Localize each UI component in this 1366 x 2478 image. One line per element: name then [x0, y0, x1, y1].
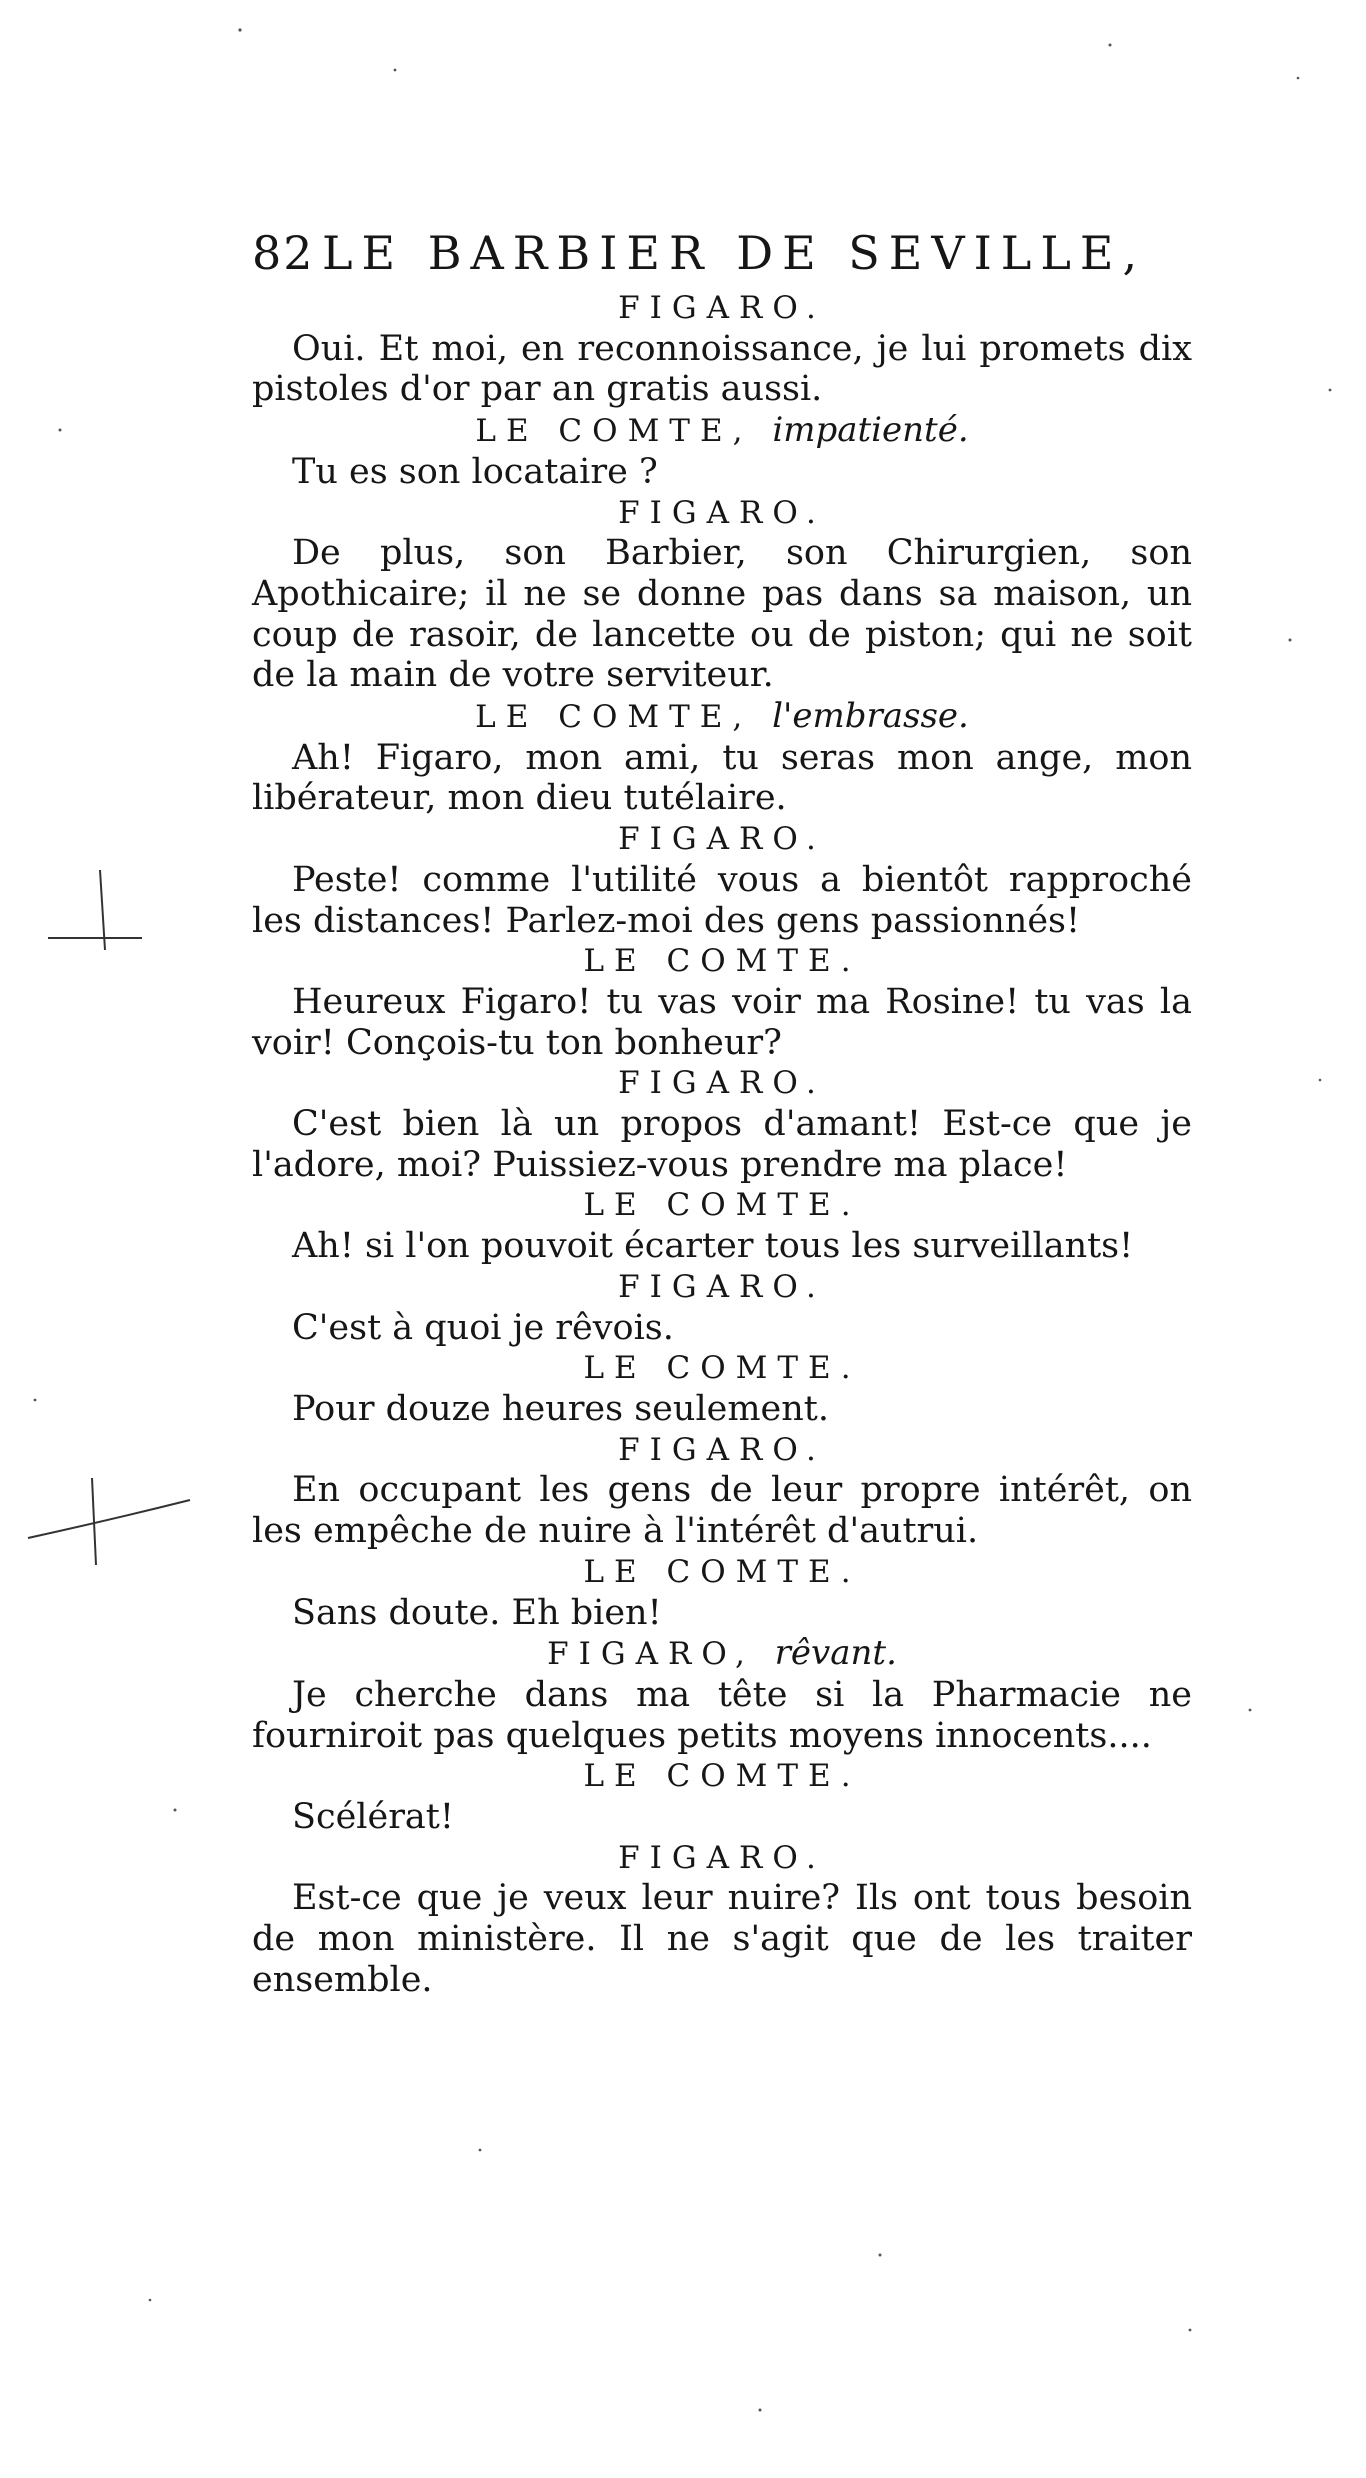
speaker-name: LE COMTE.: [583, 1758, 861, 1795]
speech-text: Heureux Figaro! tu vas voir ma Rosine! tu vas la voir! Conçois-tu ton bonheur?: [252, 981, 1192, 1063]
speaker-name: LE COMTE,: [475, 413, 753, 450]
speaker-heading: [252, 1633, 1192, 1675]
page-number: 82: [252, 226, 315, 280]
speaker-heading: [252, 1552, 1192, 1593]
stage-direction: impatienté.: [772, 410, 969, 451]
speech-line: [252, 1675, 1192, 1756]
speech-line: [252, 452, 1192, 493]
speech-line: [252, 1470, 1192, 1551]
speech-text: De plus, son Barbier, son Chirurgien, son Apothicaire; il ne se donne pas dans sa maison, un coup de rasoir, de lancette ou de piston; qui ne soit de la main de votre serviteur.: [252, 533, 1192, 696]
speech-text: C'est bien là un propos d'amant! Est-ce que je l'adore, moi? Puissiez-vous prendre ma place!: [252, 1104, 1192, 1185]
speaker-name: FIGARO.: [618, 1268, 826, 1305]
margin-cross-horizontal: [28, 1500, 190, 1538]
speaker-name: FIGARO.: [618, 1065, 826, 1102]
speech-line: [252, 982, 1192, 1063]
speaker-name: LE COMTE.: [583, 1350, 861, 1387]
speaker-name: LE COMTE.: [583, 1187, 861, 1224]
speech-text: Tu es son locataire ?: [292, 451, 658, 492]
speech-line: [252, 1797, 1192, 1838]
speaker-heading: [252, 1348, 1192, 1389]
speech-line: [252, 738, 1192, 819]
speech-text: Pour douze heures seulement.: [292, 1388, 829, 1429]
speech-text: Ah! Figaro, mon ami, tu seras mon ange, mon libérateur, mon dieu tutélaire.: [252, 737, 1192, 819]
speaker-name: LE COMTE.: [583, 1553, 861, 1590]
dialogue-text: [252, 288, 1192, 2001]
speech-line: [252, 329, 1192, 410]
speech-text: Peste! comme l'utilité vous a bientôt rapproché les distances! Parlez-moi des gens passionnés!: [252, 859, 1192, 941]
speaker-name: FIGARO.: [618, 494, 826, 531]
speech-line: [252, 1389, 1192, 1430]
running-title: LE BARBIER DE SEVILLE,: [322, 226, 1147, 280]
margin-cross-vertical: [92, 1478, 96, 1565]
speaker-heading: [252, 1838, 1192, 1879]
speaker-heading: [252, 819, 1192, 860]
speech-line: [252, 1226, 1192, 1267]
speaker-name: FIGARO.: [618, 1839, 826, 1876]
speaker-heading: [252, 1185, 1192, 1226]
speaker-name: FIGARO.: [618, 1431, 826, 1468]
speech-text: Je cherche dans ma tête si la Pharmacie ne fourniroit pas quelques petits moyens innocents....: [252, 1674, 1192, 1756]
speaker-heading: [252, 696, 1192, 738]
speech-text: En occupant les gens de leur propre intérêt, on les empêche de nuire à l'intérêt d'autrui.: [252, 1470, 1192, 1552]
speech-line: [252, 1104, 1192, 1185]
stage-direction: rêvant.: [774, 1633, 897, 1674]
speaker-heading: [252, 1063, 1192, 1104]
speech-text: Sans doute. Eh bien!: [292, 1592, 662, 1633]
speech-line: [252, 533, 1192, 696]
speaker-name: FIGARO.: [618, 290, 826, 326]
margin-tick-vertical: [100, 870, 105, 950]
speaker-heading: [252, 1756, 1192, 1797]
speaker-name: FIGARO,: [547, 1636, 755, 1673]
speech-text: Ah! si l'on pouvoit écarter tous les surveillants!: [292, 1226, 1134, 1267]
speaker-name: LE COMTE.: [583, 943, 861, 980]
speaker-name: FIGARO.: [618, 821, 826, 858]
speech-line: [252, 860, 1192, 941]
speech-text: C'est à quoi je rêvois.: [292, 1307, 674, 1348]
speech-text: Oui. Et moi, en reconnoissance, je lui promets dix pistoles d'or par an gratis aussi.: [252, 328, 1192, 410]
speaker-name: LE COMTE,: [475, 699, 753, 736]
speaker-heading: [252, 1430, 1192, 1471]
speech-text: Est-ce que je veux leur nuire? Ils ont tous besoin de mon ministère. Il ne s'agit que de les traiter ensemble.: [252, 1878, 1192, 2000]
speaker-heading: [252, 288, 1192, 329]
speaker-heading: [252, 1267, 1192, 1308]
speaker-heading: [252, 410, 1192, 452]
speech-line: [252, 1308, 1192, 1349]
speech-line: [252, 1878, 1192, 2000]
speech-line: [252, 1593, 1192, 1634]
speaker-heading: [252, 941, 1192, 982]
speech-text: Scélérat!: [292, 1797, 454, 1838]
running-head: [252, 226, 1192, 280]
speaker-heading: [252, 493, 1192, 534]
stage-direction: l'embrasse.: [772, 696, 969, 737]
